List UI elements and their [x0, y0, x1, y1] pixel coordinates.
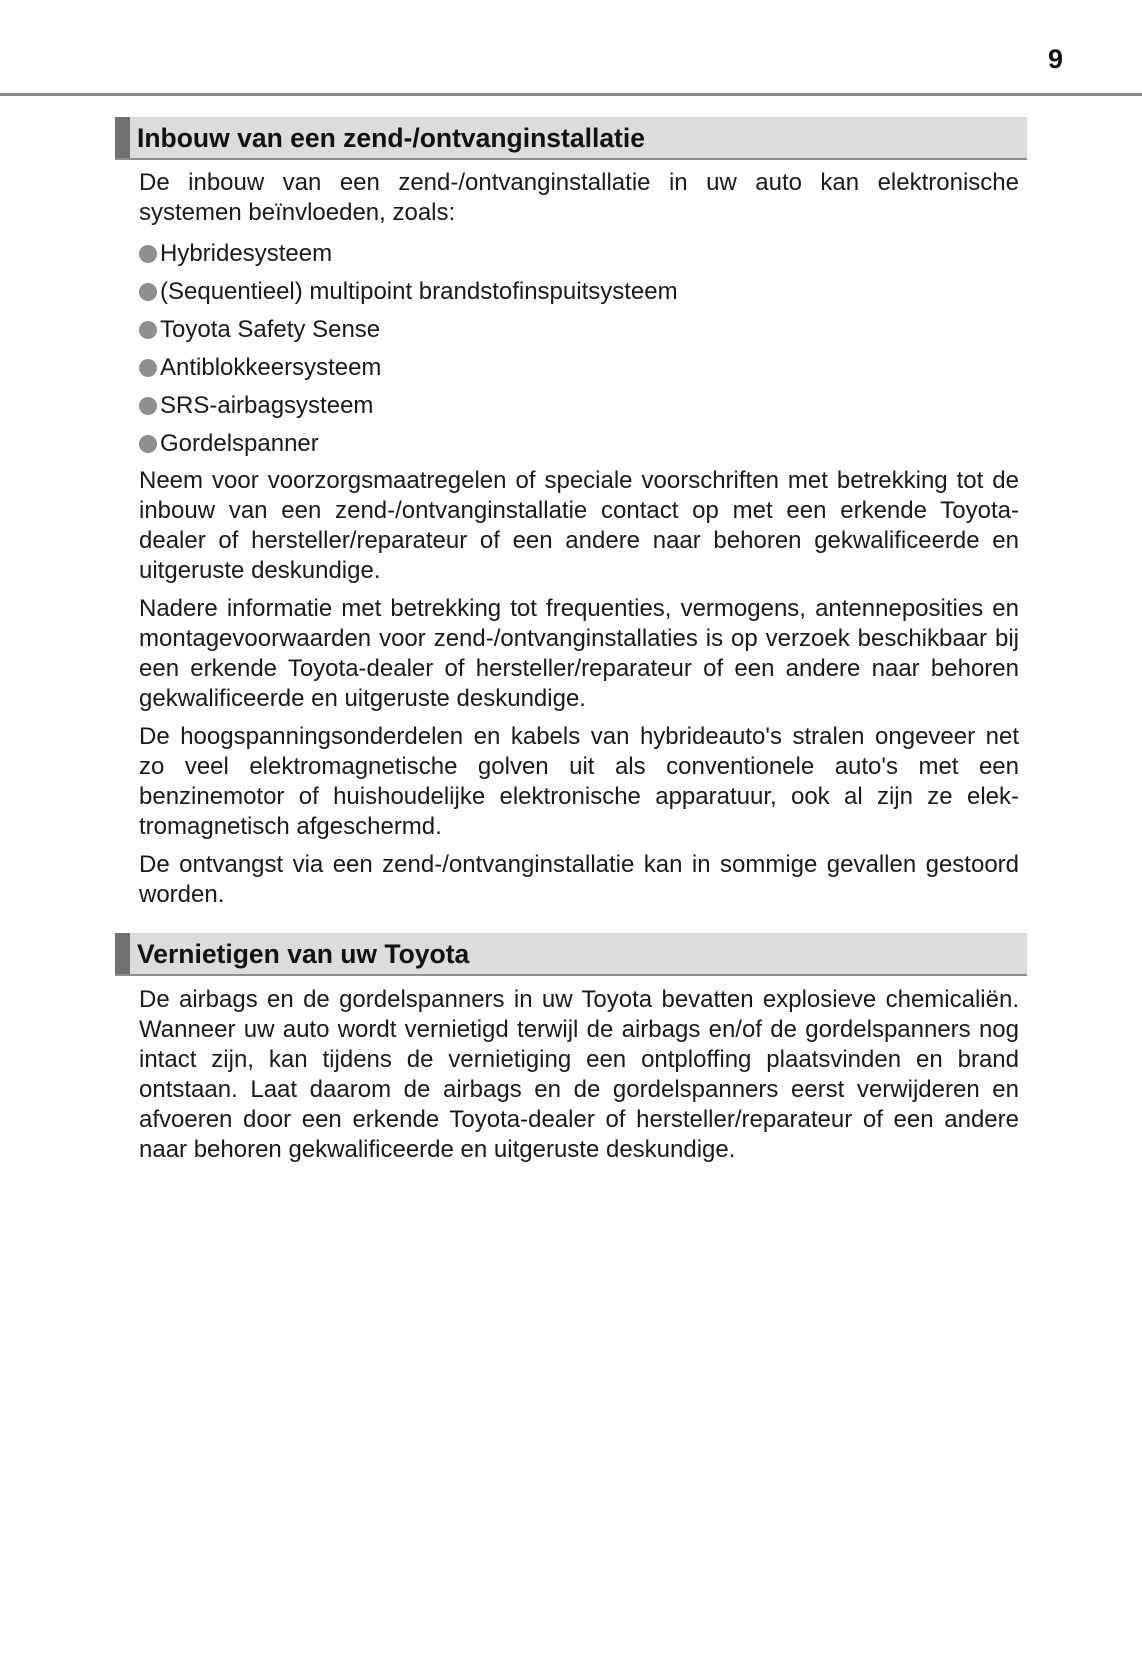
- bullet-icon: [139, 245, 157, 263]
- list-item-label: Toyota Safety Sense: [160, 316, 381, 343]
- bullet-icon: [139, 283, 157, 301]
- list-item: [139, 353, 381, 383]
- section-title: Vernietigen van uw Toyota: [137, 939, 470, 969]
- intro-paragraph: De inbouw van een zend-/ontvanginstallatie in uw auto kan elektronische systemen beïnvloeden, zoals:: [139, 169, 1019, 226]
- bullet-icon: [139, 359, 157, 377]
- paragraph-scrapping: De airbags en de gordelspanners in uw Toyota bevatten explosieve chemicaliën. Wanneer uw auto wordt vernietigd terwijl de airbags en/of de gordelspanners nog intact zijn, kan tijdens de vernietiging een ontploffing plaatsvinden en brand ontstaan. Laat daarom de airbags en de gordelspanners eerst verwijderen en afvoeren door een erkende Toyota-dealer of hersteller/reparateur of een andere naar behoren gekwalificeerde en uitgeruste deskundige.: [139, 986, 1019, 1163]
- list-item: [139, 429, 319, 459]
- heading-accent-bar: [115, 117, 130, 158]
- list-item-label: (Sequentieel) multipoint brandstofinspuitsysteem: [160, 278, 678, 305]
- list-item-label: SRS-airbagsysteem: [160, 392, 374, 419]
- bullet-icon: [139, 321, 157, 339]
- paragraph-technical-info: Nadere informatie met betrekking tot frequenties, vermogens, antenneposities en montagevoorwaarden voor zend-/ontvanginstallaties is op verzoek beschikbaar bij een erkende Toyota-dealer of hersteller/reparateur of een andere naar behoren gekwalificeerde en uitgeruste deskundige.: [139, 595, 1019, 712]
- list-item: [139, 391, 373, 421]
- list-item: [139, 277, 678, 307]
- section-heading-scrapping: [115, 933, 1027, 976]
- list-item: [139, 239, 332, 269]
- heading-accent-bar: [115, 933, 130, 974]
- paragraph-precautions: Neem voor voorzorgsmaatregelen of speciale voorschriften met betrekking tot de inbouw van een zend-/ontvanginstallatie contact op met een erkende Toyota-dealer of hersteller/reparateur of een andere naar behoren gekwalificeerde en uitgeruste deskundige.: [139, 467, 1019, 584]
- section-heading-transmitter: [115, 117, 1027, 160]
- list-item-label: Antiblokkeersysteem: [160, 354, 382, 381]
- bullet-icon: [139, 435, 157, 453]
- section-title: Inbouw van een zend-/ontvanginstallatie: [137, 123, 645, 153]
- list-item: [139, 315, 380, 345]
- page-number: 9: [1047, 44, 1063, 74]
- list-item-label: Hybridesysteem: [160, 240, 333, 267]
- list-item-label: Gordelspanner: [160, 430, 319, 457]
- header-rule: [0, 93, 1142, 96]
- paragraph-reception: De ontvangst via een zend-/ontvanginstallatie kan in sommige gevallen gestoord worden.: [139, 851, 1019, 908]
- bullet-icon: [139, 397, 157, 415]
- paragraph-high-voltage: De hoogspanningsonderdelen en kabels van hybrideauto's stralen ongeveer net zo veel elektromagnetische golven uit als conventionele auto's met een benzinemotor of huishoudelijke elektronische apparatuur, ook al zijn ze elektromagnetisch afgeschermd.: [139, 723, 1019, 840]
